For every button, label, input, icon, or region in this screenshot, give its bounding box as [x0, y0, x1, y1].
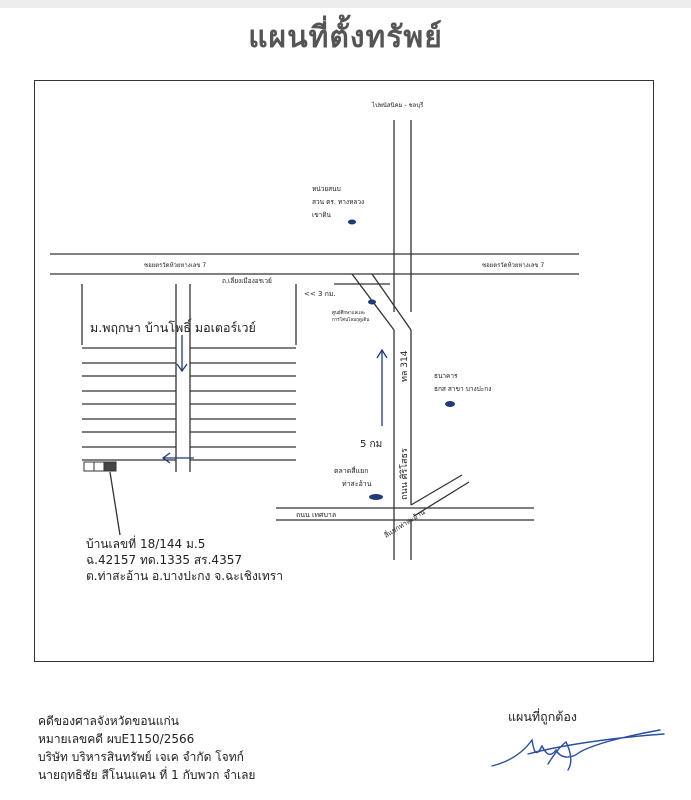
office-label: เขาดิน [312, 211, 331, 219]
road-main-right-label: ซอยตรวัดห้วยหางเลข 7 [482, 262, 545, 269]
office-label: สวน ตร. ทางหลวง [312, 198, 365, 206]
page-title: แผนที่ตั้งทรัพย์ [248, 20, 443, 55]
property-address-line: ฉ.42157 ทด.1335 สร.4357 [86, 553, 242, 567]
center-location-icon [368, 300, 376, 305]
case-info [38, 712, 255, 784]
case-info-line: คดีของศาลจังหวัดขอนแก่น [38, 714, 179, 728]
road-bottom-label: ถนน เทศบาล [296, 511, 337, 519]
road-vertical-label: ถนน ศิริโสธร [400, 448, 410, 500]
market-label: ท่าสะอ้าน [342, 480, 372, 488]
distance-5km-label: 5 กม [360, 439, 383, 450]
office-location-icon [348, 220, 356, 225]
arrow-up-icon [377, 350, 387, 426]
bank-label: ธนาคาร [434, 372, 458, 380]
verified-label: แผนที่ถูกต้อง [508, 709, 578, 724]
road-top-label: ไปพนัสนิคม - ชลบุรี [372, 102, 424, 109]
market-location-icon [369, 494, 383, 500]
property-address-line: บ้านเลขที่ 18/144 ม.5 [86, 537, 206, 551]
bank-location-icon [445, 401, 455, 407]
road-main-left-label: ซอยตรวัดห้วยหางเลข 7 [144, 262, 207, 269]
office-label: หน่วยสนบ [312, 185, 341, 193]
market-label: ตลาดสี่แยก [334, 467, 369, 475]
top-bar [0, 0, 691, 8]
location-map [34, 80, 654, 662]
case-info-line: หมายเลขคดี ผบE1150/2566 [38, 732, 195, 746]
bypass-road-label: ถ.เลี่ยงเมืองอรเวย์ [222, 277, 272, 285]
highway-label: ทล 314 [400, 350, 410, 382]
distance-3km-label: << 3 กม. [304, 290, 336, 298]
case-info-line: นายฤทธิชัย สีโนนแคน ที่ 1 กับพวก จำเลย [38, 768, 256, 782]
arrow-down-icon [177, 335, 187, 371]
signature-icon [488, 724, 668, 774]
property-marker [84, 462, 116, 471]
case-info-line: บริษัท บริหารสินทรัพย์ เจเค จำกัด โจทก์ [38, 750, 244, 764]
center-label: ศูนย์ศึกษาแลและ [332, 311, 366, 316]
project-name-label: ม.พฤกษา บ้านโพธิ์ มอเตอร์เวย์ [90, 320, 256, 335]
road-diagonal-label: สี่แยกท่าสะอ้าน [382, 508, 427, 540]
bank-label: ธกส สาขา บางปะกง [434, 385, 492, 393]
center-label: การโค่นไลมฤดูเดิน [332, 318, 370, 323]
property-address-line: ต.ท่าสะอ้าน อ.บางปะกง จ.ฉะเชิงเทรา [86, 569, 283, 583]
